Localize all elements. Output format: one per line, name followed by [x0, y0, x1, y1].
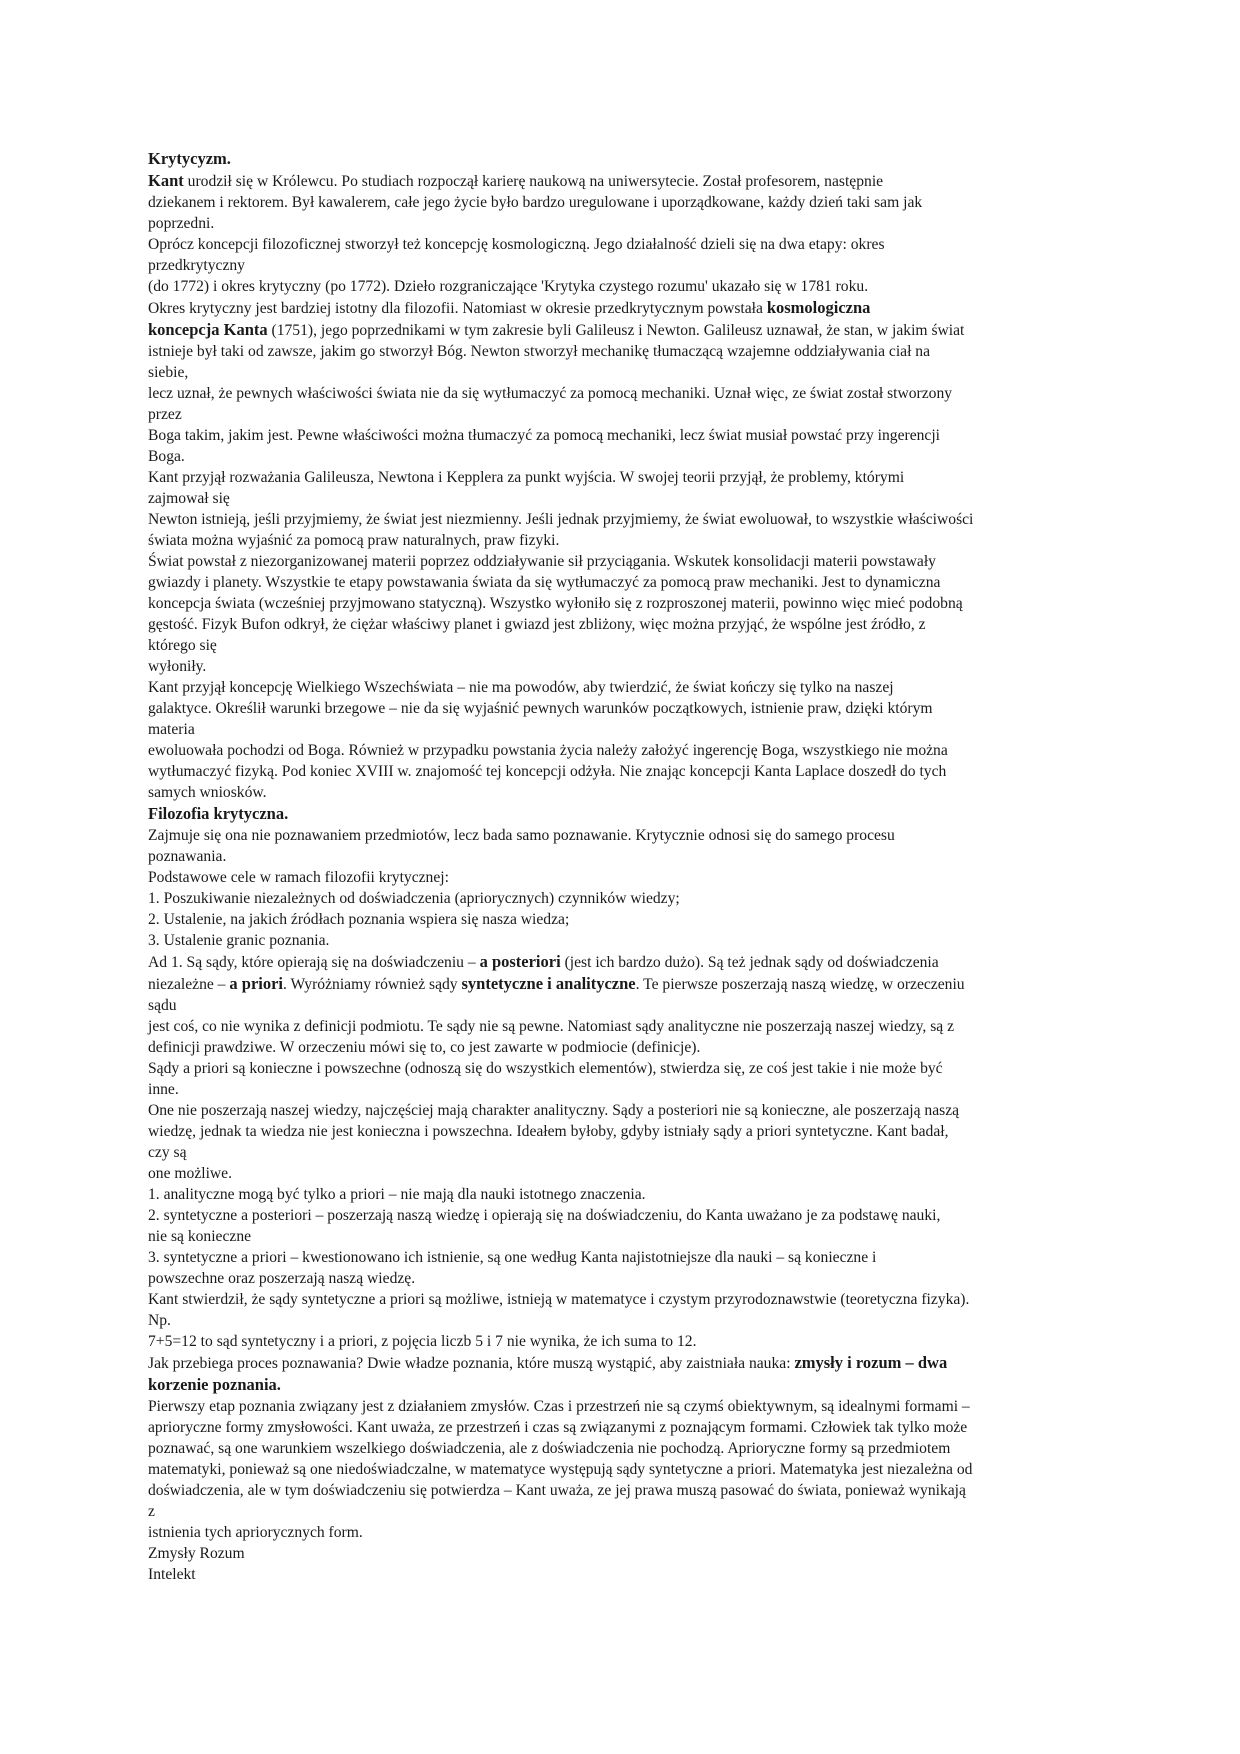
text-line [148, 593, 1096, 614]
text-line [148, 1331, 1096, 1352]
bold-text: koncepcja Kanta [148, 320, 268, 339]
bold-text: Krytycyzm. [148, 149, 231, 168]
text-run: Zmysły Rozum [148, 1545, 245, 1562]
text-line [148, 488, 1096, 509]
text-run: powszechne oraz poszerzają naszą wiedzę. [148, 1270, 416, 1287]
text-run: jest coś, co nie wynika z definicji podmiotu. Te sądy nie są pewne. Natomiast sądy analityczne nie poszerzają naszej wiedzy, są z [148, 1018, 955, 1035]
text-run: wytłumaczyć fizyką. Pod koniec XVIII w. znajomość tej koncepcji odżyła. Nie znając koncepcji Kanta Laplace doszedł do tych [148, 763, 947, 780]
text-line [148, 888, 1096, 909]
text-run: 2. Ustalenie, na jakich źródłach poznania wspiera się nasza wiedza; [148, 911, 570, 928]
text-run: 7+5=12 to sąd syntetyczny i a priori, z pojęcia liczb 5 i 7 nie wynika, że ich suma to 12. [148, 1333, 697, 1350]
text-line [148, 319, 1096, 341]
text-run: istnienia tych apriorycznych form. [148, 1524, 363, 1541]
text-line [148, 677, 1096, 698]
text-line [148, 761, 1096, 782]
text-run: którego się [148, 637, 217, 654]
text-line [148, 446, 1096, 467]
text-line [148, 930, 1096, 951]
text-line [148, 509, 1096, 530]
text-run: Boga takim, jakim jest. Pewne właściwości można tłumaczyć za pomocą mechaniki, lecz świat musiał powstać przy ingerencji [148, 427, 940, 444]
text-line [148, 698, 1096, 719]
document-body [148, 148, 1096, 1585]
text-line [148, 1480, 1096, 1501]
text-run: samych wniosków. [148, 784, 267, 801]
text-line [148, 1289, 1096, 1310]
text-run: istnieje był taki od zawsze, jakim go stworzył Bóg. Newton stworzył mechanikę tłumaczącą wzajemne oddziaływania ciał na [148, 343, 931, 360]
text-run: poprzedni. [148, 215, 215, 232]
text-line [148, 973, 1096, 995]
text-run: 1. analityczne mogą być tylko a priori – nie mają dla nauki istotnego znaczenia. [148, 1186, 646, 1203]
text-line [148, 404, 1096, 425]
text-run: matematyki, ponieważ są one niedoświadczalne, w matematyce występują sądy syntetyczne a priori. Matematyka jest niezależna od [148, 1461, 973, 1478]
text-line [148, 1205, 1096, 1226]
text-run: Ad 1. Są sądy, które opierają się na doświadczeniu – [148, 954, 480, 971]
text-line [148, 1522, 1096, 1543]
text-run: poznawać, są one warunkiem wszelkiego doświadczenia, ale z doświadczenia nie pochodzą. Aprioryczne formy są przedmiotem [148, 1440, 951, 1457]
text-run: siebie, [148, 364, 189, 381]
text-run: zajmował się [148, 490, 230, 507]
text-line [148, 1226, 1096, 1247]
text-run: dziekanem i rektorem. Był kawalerem, całe jego życie było bardzo uregulowane i uporządkowane, każdy dzień taki sam jak [148, 194, 923, 211]
text-line [148, 614, 1096, 635]
text-run: doświadczenia, ale w tym doświadczeniu się potwierdza – Kant uważa, ze jej prawa muszą pasować do świata, ponieważ wynikają [148, 1482, 966, 1499]
text-line [148, 1438, 1096, 1459]
text-run: poznawania. [148, 848, 227, 865]
text-line [148, 362, 1096, 383]
text-line [148, 170, 1096, 192]
text-line [148, 951, 1096, 973]
text-run: materia [148, 721, 195, 738]
text-line [148, 1163, 1096, 1184]
text-line [148, 867, 1096, 888]
bold-text: a posteriori [479, 952, 561, 971]
text-line [148, 425, 1096, 446]
text-run: Pierwszy etap poznania związany jest z działaniem zmysłów. Czas i przestrzeń nie są czymś obiektywnym, są idealnymi formami – [148, 1398, 970, 1415]
text-line [148, 825, 1096, 846]
text-run: definicji prawdziwe. W orzeczeniu mówi się to, co jest zawarte w podmiocie (definicje). [148, 1039, 701, 1056]
text-run: Sądy a priori są konieczne i powszechne (odnoszą się do wszystkich elementów), stwierdza się, ze coś jest takie i nie może być [148, 1060, 943, 1077]
text-run: świata można wyjaśnić za pomocą praw naturalnych, praw fizyki. [148, 532, 560, 549]
text-run: Oprócz koncepcji filozoficznej stworzył też koncepcję kosmologiczną. Jego działalność dzieli się na dwa etapy: okres [148, 236, 885, 253]
text-run: aprioryczne formy zmysłowości. Kant uważa, ze przestrzeń i czas są związanymi z poznającym formami. Człowiek tak tylko może [148, 1419, 968, 1436]
bold-text: korzenie poznania. [148, 1375, 281, 1394]
text-line [148, 1058, 1096, 1079]
text-line [148, 572, 1096, 593]
text-run: nie są konieczne [148, 1228, 252, 1245]
text-line [148, 213, 1096, 234]
text-run: ewoluowała pochodzi od Boga. Również w przypadku powstania życia należy założyć ingerencję Boga, wszystkiego nie można [148, 742, 948, 759]
text-line [148, 782, 1096, 803]
bold-text: Filozofia krytyczna. [148, 804, 289, 823]
text-run: 1. Poszukiwanie niezależnych od doświadczenia (apriorycznych) czynników wiedzy; [148, 890, 680, 907]
text-line [148, 1184, 1096, 1205]
text-run: Np. [148, 1312, 171, 1329]
text-line [148, 148, 1096, 170]
text-run: one możliwe. [148, 1165, 233, 1182]
text-line [148, 341, 1096, 362]
text-run: Kant przyjął koncepcję Wielkiego Wszechświata – nie ma powodów, aby twierdzić, że świat kończy się tylko na naszej [148, 679, 894, 696]
text-line [148, 995, 1096, 1016]
text-line [148, 192, 1096, 213]
text-line [148, 1310, 1096, 1331]
text-line [148, 1564, 1096, 1585]
text-line [148, 1543, 1096, 1564]
text-run: niezależne – [148, 976, 230, 993]
text-run: Intelekt [148, 1566, 196, 1583]
text-run: Kant przyjął rozważania Galileusza, Newtona i Kepplera za punkt wyjścia. W swojej teorii przyjął, że problemy, którymi [148, 469, 905, 486]
text-run: gęstość. Fizyk Bufon odkrył, że ciężar właściwy planet i gwiazd jest zbliżony, więc można przyjąć, że wspólne jest źródło, z [148, 616, 926, 633]
text-run: . Te pierwsze poszerzają naszą wiedzę, w orzeczeniu [635, 976, 965, 993]
text-run: 3. Ustalenie granic poznania. [148, 932, 330, 949]
text-run: koncepcja świata (wcześniej przyjmowano statyczną). Wszystko wyłoniło się z rozproszonej materii, powinno więc mieć podobną [148, 595, 963, 612]
text-line [148, 1079, 1096, 1100]
text-run: Boga. [148, 448, 185, 465]
text-run: 3. syntetyczne a priori – kwestionowano ich istnienie, są one według Kanta najistotniejsze dla nauki – są konieczne i [148, 1249, 877, 1266]
text-run: Zajmuje się ona nie poznawaniem przedmiotów, lecz bada samo poznawanie. Krytycznie odnosi się do samego procesu [148, 827, 895, 844]
text-run: Okres krytyczny jest bardziej istotny dla filozofii. Natomiast w okresie przedkrytycznym powstała [148, 300, 767, 317]
text-line [148, 1037, 1096, 1058]
text-run: czy są [148, 1144, 187, 1161]
bold-text: syntetyczne i analityczne [461, 974, 636, 993]
text-line [148, 1016, 1096, 1037]
text-line [148, 1374, 1096, 1396]
bold-text: zmysły i rozum – dwa [794, 1353, 948, 1372]
text-run: . Wyróżniamy również sądy [283, 976, 462, 993]
text-run: Kant stwierdził, że sądy syntetyczne a priori są możliwe, istnieją w matematyce i czystym przyrodoznawstwie (teoretyczna fizyka). [148, 1291, 970, 1308]
text-run: inne. [148, 1081, 179, 1098]
text-line [148, 1417, 1096, 1438]
text-line [148, 255, 1096, 276]
text-line [148, 1501, 1096, 1522]
text-line [148, 1396, 1096, 1417]
text-run: One nie poszerzają naszej wiedzy, najczęściej mają charakter analityczny. Sądy a posteriori nie są konieczne, ale poszerzają naszą [148, 1102, 960, 1119]
text-line [148, 846, 1096, 867]
text-line [148, 719, 1096, 740]
text-line [148, 656, 1096, 677]
text-line [148, 1142, 1096, 1163]
text-run: lecz uznał, że pewnych właściwości świata nie da się wytłumaczyć za pomocą mechaniki. Uznał więc, ze świat został stworzony [148, 385, 953, 402]
text-line [148, 383, 1096, 404]
text-line [148, 1247, 1096, 1268]
text-run: Newton istnieją, jeśli przyjmiemy, że świat jest niezmienny. Jeśli jednak przyjmiemy, że świat ewoluował, to wszystkie właściwości [148, 511, 974, 528]
text-run: (do 1772) i okres krytyczny (po 1772). Dzieło rozgraniczające 'Krytyka czystego rozumu' ukazało się w 1781 roku. [148, 278, 869, 295]
bold-text: Kant [148, 171, 184, 190]
text-run: gwiazdy i planety. Wszystkie te etapy powstawania świata da się wytłumaczyć za pomocą praw mechaniki. Jest to dynamiczna [148, 574, 941, 591]
text-run: Świat powstał z niezorganizowanej materii poprzez oddziaływanie sił przyciągania. Wskutek konsolidacji materii powstawały [148, 553, 936, 570]
bold-text: kosmologiczna [766, 298, 871, 317]
text-run: galaktyce. Określił warunki brzegowe – nie da się wyjaśnić pewnych warunków początkowych, istnienie praw, dzięki którym [148, 700, 933, 717]
text-run: (1751), jego poprzednikami w tym zakresie byli Galileusz i Newton. Galileusz uznawał, że stan, w jakim świat [267, 322, 965, 339]
text-line [148, 234, 1096, 255]
text-line [148, 467, 1096, 488]
text-run: Jak przebiega proces poznawania? Dwie władze poznania, które muszą wystąpić, aby zaistniała nauka: [148, 1355, 795, 1372]
text-line [148, 1459, 1096, 1480]
text-run: wyłoniły. [148, 658, 207, 675]
text-run: z [148, 1503, 155, 1520]
text-line [148, 1100, 1096, 1121]
text-line [148, 551, 1096, 572]
text-run: przedkrytyczny [148, 257, 245, 274]
text-line [148, 635, 1096, 656]
text-line [148, 1121, 1096, 1142]
text-run: urodził się w Królewcu. Po studiach rozpoczął karierę naukową na uniwersytecie. Został profesorem, następnie [183, 173, 884, 190]
text-line [148, 297, 1096, 319]
text-line [148, 1352, 1096, 1374]
text-line [148, 530, 1096, 551]
text-line [148, 803, 1096, 825]
text-line [148, 1268, 1096, 1289]
text-run: Podstawowe cele w ramach filozofii krytycznej: [148, 869, 449, 886]
text-run: sądu [148, 997, 177, 1014]
bold-text: a priori [229, 974, 284, 993]
text-line [148, 276, 1096, 297]
text-run: (jest ich bardzo dużo). Są też jednak sądy od doświadczenia [560, 954, 939, 971]
text-line [148, 909, 1096, 930]
text-run: przez [148, 406, 182, 423]
text-run: wiedzę, jednak ta wiedza nie jest konieczna i powszechna. Ideałem byłoby, gdyby istniały sądy a priori syntetyczne. Kant badał, [148, 1123, 949, 1140]
text-line [148, 740, 1096, 761]
text-run: 2. syntetyczne a posteriori – poszerzają naszą wiedzę i opierają się na doświadczeniu, do Kanta uważano je za podstawę nauki, [148, 1207, 941, 1224]
